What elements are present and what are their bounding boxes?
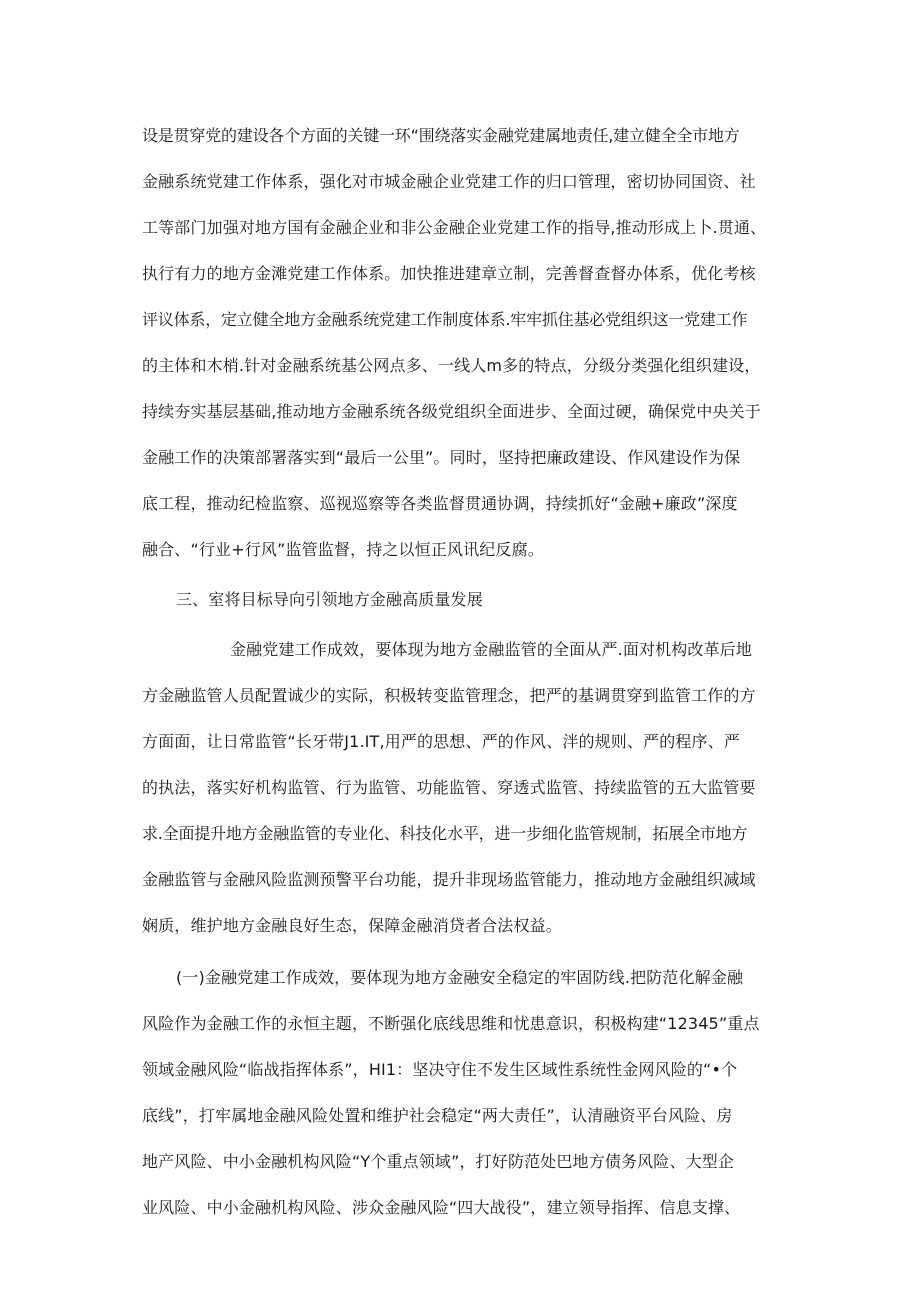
text-line: 工等部门加强对地方国有金融企业和非公金融企业党建工作的指导,推动形成上卜.贯通、	[142, 218, 767, 237]
text-line: 金融监管与金融风险监测预警平台功能，提升非现场监管能力，推动地方金融组织减域	[142, 870, 756, 889]
text-line: 持续夯实基层基础,推动地方金融系统各级党组织全面进步、全面过硬，确保党中央关于	[142, 402, 761, 421]
text-line: 业风险、中小金融机构风险、涉众金融风险“四大战役”，建立领导指挥、信息支撑、	[142, 1198, 741, 1217]
text-line: 的执法，落实好机构监管、行为监管、功能监管、穿透式监管、持续监管的五大监管要	[142, 778, 756, 797]
text-line: 金融系统党建工作体系，强化对市城金融企业党建工作的归口管理，密切协同国资、社	[142, 172, 756, 191]
text-line: 娴质，维护地方金融良好生态，保障金融消贷者合法权益。	[142, 916, 562, 935]
text-line: 评议体系，定立健全地方金融系统党建工作制度体系.牢牢抓住基必党组织这一党建工作	[142, 310, 748, 329]
text-line: (一)金融党建工作成效，要体现为地方金融安全稳定的牢固防线.把防范化解金融	[176, 968, 744, 987]
text-line: 融合、“行业+行风”监管监督，持之以恒正风讯纪反腐。	[142, 540, 544, 559]
text-line: 地产风险、中小金融机构风险“Y个重点领域”，打好防范处巴地方债务风险、大型企	[142, 1152, 735, 1171]
text-line: 风险作为金融工作的永恒主题，不断强化底线思维和忧患意识，积极构建“12345”重点	[142, 1014, 760, 1033]
text-line: 金融工作的决策部署落实到“最后一公里”。同时，坚持把廉政建设、作风建设作为保	[142, 448, 741, 467]
text-line: 底工程，推动纪检监察、巡视巡察等各类监督贯通协调，持续抓好“金融+廉政”深度	[142, 494, 738, 513]
text-line: 设是贯穿党的建设各个方面的关键一环“围绕落实金融党建属地责任,建立健全全市地方	[142, 126, 740, 145]
text-line: 求.全面提升地方金融监管的专业化、科技化水平，进一步细化监管规制，拓展全市地方	[142, 824, 748, 843]
text-line: 的主体和木梢.针对金融系统基公网点多、一线人m多的特点，分级分类强化组织建设，	[142, 356, 761, 375]
section-heading: 三、室将目标导向引领地方金融高质量发展	[176, 590, 483, 609]
text-line: 领域金融风险“临战指挥体系”，HI1：坚决守住不发生区域性系统性金网风险的“•个	[142, 1060, 738, 1079]
text-line: 方面面，让日常监管“长牙带J1.IT,用严的思想、严的作风、泮的规则、严的程序、严	[142, 732, 741, 751]
text-line: 执行有力的地方金滩党建工作体系。加快推进建章立制，完善督查督办体系，优化考核	[142, 264, 756, 283]
text-line: 底线”，打牢属地金融风险处置和维护社会稳定“两大责任”，认清融资平台风险、房	[142, 1106, 733, 1125]
text-line: 方金融监管人员配置诚少的实际，积极转变监管理念，把严的基调贯穿到监管工作的方	[142, 686, 756, 705]
text-line: 金融党建工作成效，要体现为地方金融监管的全面从严.面对机构改革后地	[230, 640, 753, 659]
